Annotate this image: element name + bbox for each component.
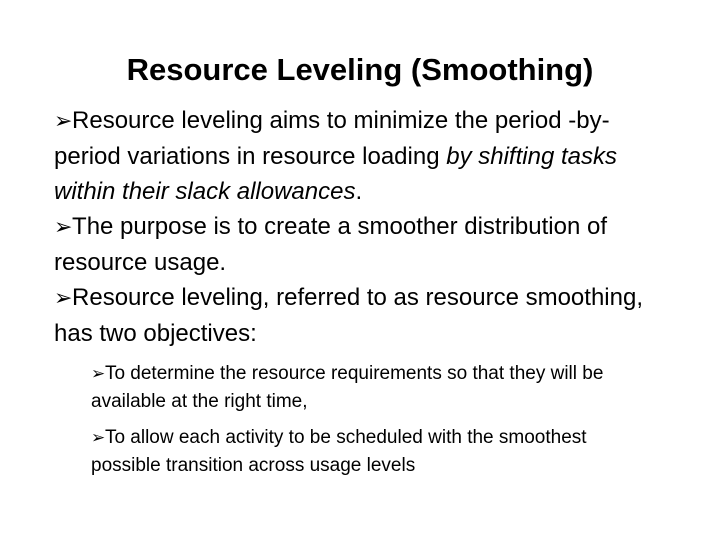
bullet-text: Resource leveling, referred to as resource smoothing, has two objectives:: [54, 284, 643, 347]
sub-bullet-list: [91, 360, 651, 479]
sub-bullet-text: To determine the resource requirements so that they will be available at the right time,: [91, 363, 604, 412]
arrow-bullet-icon: ➢: [54, 286, 73, 311]
bullet-text: The purpose is to create a smoother distribution of resource usage.: [54, 213, 607, 276]
bullet-text: Resource leveling aims to minimize the period -by-period variations in resource loading: [54, 107, 610, 170]
bullet-item: [54, 209, 674, 280]
bullet-text-end: .: [355, 178, 363, 205]
bullet-text-italic: by shifting tasks within their slack allowances: [54, 143, 617, 205]
sub-bullet-item: [91, 360, 651, 415]
bullet-list: [54, 103, 674, 488]
sub-bullet-item: [91, 424, 651, 479]
arrow-bullet-icon: ➢: [54, 109, 73, 134]
arrow-bullet-icon: ➢: [54, 215, 73, 240]
bullet-item: [54, 280, 674, 351]
sub-bullet-text: To allow each activity to be scheduled with the smoothest possible transition across usage levels: [91, 427, 587, 476]
bullet-item: [54, 103, 674, 209]
arrow-bullet-icon: ➢: [91, 428, 106, 448]
arrow-bullet-icon: ➢: [91, 364, 106, 384]
slide-title: Resource Leveling (Smoothing): [126, 52, 594, 87]
